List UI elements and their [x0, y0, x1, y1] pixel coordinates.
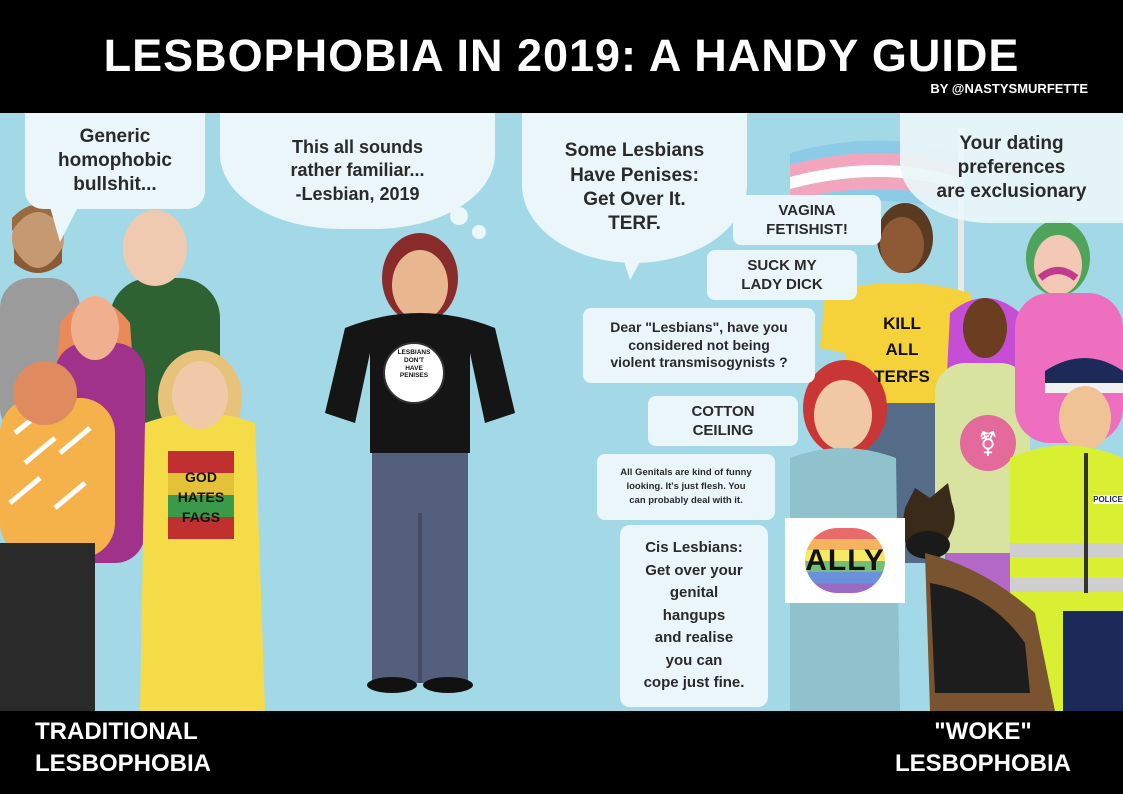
speech-dear-text: Dear "Lesbians", have you considered not being violent transmisogynists ?: [610, 318, 788, 371]
thought-familiar-text: This all sounds rather familiar... -Lesbian, 2019: [290, 137, 425, 204]
central-lesbian: [325, 233, 515, 693]
god-hates-fags-text: GOD HATES FAGS: [177, 468, 225, 526]
speech-suck-my-lady-dick: [707, 250, 857, 300]
thought-dot-1: [450, 207, 468, 225]
speech-cis-text: Cis Lesbians: Get over your genital hangups and realise you can cope just fine.: [643, 539, 745, 692]
speech-vagina-text: VAGINA FETISHIST!: [766, 201, 848, 238]
speech-genitals-text: All Genitals are kind of funny looking. It's just flesh. You can probably deal with it.: [620, 467, 752, 506]
speech-tail-2: [622, 255, 644, 280]
kill-text: KILL: [883, 314, 921, 333]
terfs-text: TERFS: [874, 366, 930, 386]
god-hates-fags-sign: [168, 453, 234, 541]
illustration-scene: [0, 113, 1123, 711]
footer-traditional: TRADITIONAL LESBOPHOBIA: [35, 718, 212, 778]
speech-all-genitals: [597, 454, 775, 520]
speech-some-lesbians-have-penises: [522, 113, 747, 263]
all-text: ALL: [885, 340, 919, 360]
speech-dear-lesbians: [583, 308, 815, 383]
speech-cis-lesbians: [620, 525, 768, 707]
thought-dot-2: [472, 225, 486, 239]
shirt-line-1: LESBIANS: [397, 349, 431, 356]
speech-generic-homophobic: [25, 113, 205, 209]
speech-vagina-fetishist: [733, 195, 881, 245]
speech-tail: [50, 207, 78, 242]
speech-generic-text: Generic homophobic bullshit...: [58, 125, 172, 196]
shirt-line-4: PENISES: [399, 372, 429, 380]
ally-text: ALLY: [805, 543, 885, 577]
police-badge: POLICE: [1093, 495, 1123, 504]
lesbians-dont-have-penises-shirt: [386, 349, 442, 380]
ally-sign: [785, 518, 905, 603]
speech-cotton-ceiling: [648, 396, 798, 446]
trans-symbol-icon: ⚧: [977, 431, 999, 458]
speech-penises-text: Some Lesbians Have Penises: Get Over It. TERF.: [564, 140, 705, 235]
kill-all-terfs-shirt: [862, 311, 942, 390]
poster-title: LESBOPHOBIA IN 2019: A HANDY GUIDE: [103, 30, 1020, 81]
speech-suck-text: SUCK MY LADY DICK: [741, 256, 823, 293]
shirt-line-3: HAVE: [405, 364, 423, 372]
byline: BY @NASTYSMURFETTE: [930, 81, 1088, 96]
footer-woke: "WOKE" LESBOPHOBIA: [895, 718, 1072, 778]
speech-dating-text: Your dating preferences are exclusionary: [936, 132, 1087, 203]
shirt-line-2: DON'T: [404, 356, 424, 364]
speech-dating-preferences: [900, 113, 1123, 223]
speech-cotton-text: COTTON CEILING: [691, 402, 755, 439]
man-patterned-shirt: [0, 361, 115, 711]
